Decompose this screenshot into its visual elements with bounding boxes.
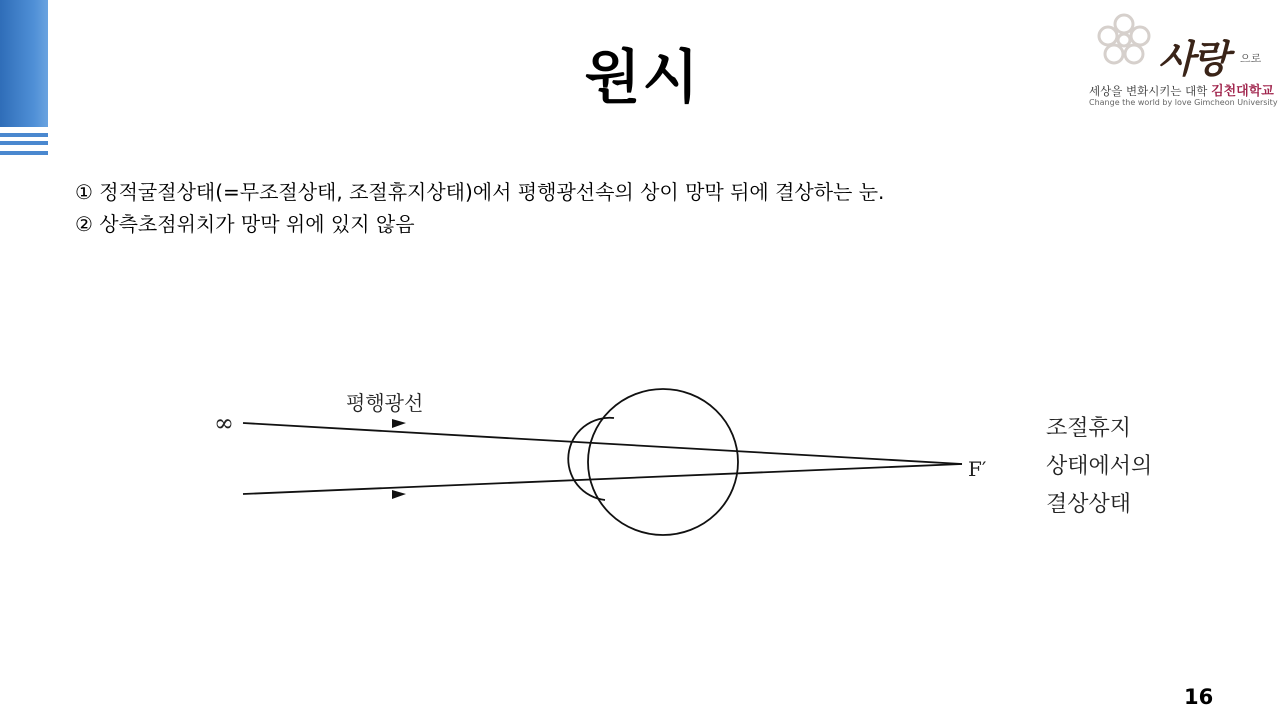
body-line-1: ① 정적굴절상태(=무조절상태, 조절휴지상태)에서 평행광선속의 상이 망막 뒤에 결상하는 눈. bbox=[75, 180, 885, 204]
logo-english-tagline: Change the world by love Gimcheon University bbox=[1089, 98, 1278, 107]
side-label-line-1: 조절휴지 bbox=[1046, 416, 1132, 441]
side-label-line-2: 상태에서의 bbox=[1046, 454, 1153, 479]
logo-script-text: 사랑 bbox=[1158, 36, 1228, 81]
lower-ray-arrow-icon bbox=[392, 490, 406, 499]
logo-script-suffix: 으로 bbox=[1240, 52, 1262, 65]
infinity-symbol: ∞ bbox=[214, 409, 234, 437]
page-title: 원시 bbox=[584, 43, 701, 111]
body-line-2: ② 상측초점위치가 망막 위에 있지 않음 bbox=[75, 212, 415, 236]
accommodation-state-label bbox=[1046, 410, 1152, 524]
side-label-line-3: 결상상태 bbox=[1046, 492, 1132, 517]
eyeball-circle bbox=[588, 389, 738, 535]
upper-ray bbox=[243, 423, 962, 464]
focal-point-label: F′ bbox=[968, 457, 987, 481]
upper-ray-arrow-icon bbox=[392, 419, 406, 428]
logo-school-name: 김천대학교 bbox=[1211, 84, 1274, 99]
cornea-curve bbox=[568, 418, 614, 500]
parallel-rays-label: 평행광선 bbox=[346, 391, 424, 415]
lower-ray bbox=[243, 464, 962, 494]
logo-tagline-prefix: 세상을 변화시키는 대학 bbox=[1089, 84, 1208, 98]
page-number: 16 bbox=[1184, 685, 1214, 709]
